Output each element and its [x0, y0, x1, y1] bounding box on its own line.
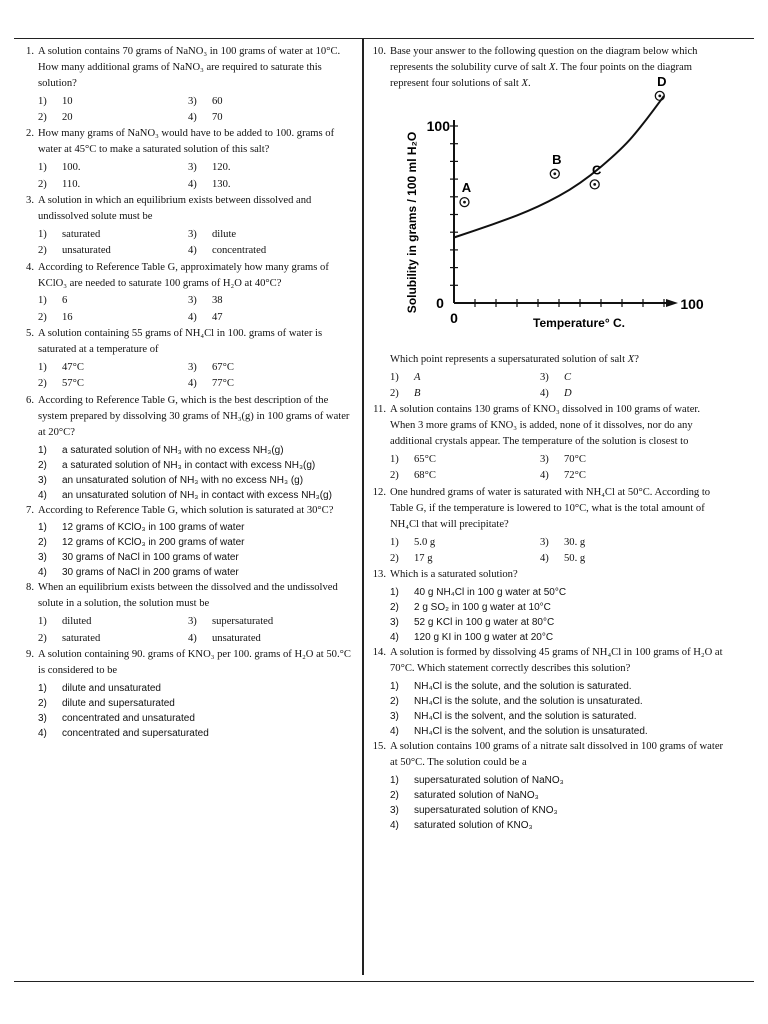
option-number: 3)	[188, 362, 197, 374]
option-number: 3)	[188, 228, 197, 240]
option-text: saturated	[62, 632, 101, 644]
option-number: 3)	[188, 95, 197, 107]
option-text: diluted	[62, 616, 92, 628]
question-5	[20, 326, 356, 393]
option[interactable]	[188, 227, 338, 243]
option[interactable]	[390, 803, 724, 818]
option-text: 10	[62, 95, 73, 107]
option[interactable]	[390, 535, 540, 551]
option-number: 3)	[188, 162, 197, 174]
option[interactable]	[390, 585, 724, 600]
option[interactable]	[38, 110, 188, 126]
question-15	[372, 739, 724, 833]
question-6	[20, 393, 356, 503]
option[interactable]	[38, 243, 188, 259]
option-number: 2)	[38, 537, 47, 549]
option-number: 4)	[188, 311, 197, 323]
question-4	[20, 260, 356, 327]
option-text: concentrated and unsaturated	[62, 712, 195, 724]
option[interactable]	[38, 310, 188, 326]
option[interactable]: 1) A	[390, 371, 421, 383]
option[interactable]	[38, 696, 356, 711]
data-point-label: D	[657, 73, 667, 89]
option-number: 4)	[188, 632, 197, 644]
option-number: 1)	[38, 444, 47, 456]
option-text: concentrated	[212, 245, 267, 257]
option[interactable]	[390, 615, 724, 630]
option-text: 30 grams of NaCl in 100 grams of water	[62, 552, 239, 564]
question-text: According to Reference Table G, which solution is saturated at 30°C?	[38, 504, 334, 516]
option-text: saturated solution of NaNO₃	[414, 789, 539, 801]
option-text: 47°C	[62, 362, 84, 374]
y-axis-label: Solubility in grams / 100 ml H₂O	[405, 131, 419, 313]
x-tick-label: 100	[680, 295, 704, 312]
answer-options	[38, 160, 356, 193]
data-point-label: B	[552, 151, 562, 167]
question-number: 12.	[372, 486, 386, 498]
question-9	[20, 647, 356, 741]
column-divider	[362, 38, 364, 975]
option[interactable]	[38, 473, 356, 488]
option-number: 4)	[390, 632, 399, 644]
question-7	[20, 503, 356, 581]
option[interactable]	[540, 452, 690, 468]
option-number: 2)	[38, 697, 47, 709]
option-number: 3)	[188, 616, 197, 628]
option-number: 1)	[38, 362, 47, 374]
question-text: A solution contains 130 grams of KNO₃ dissolved in 100 grams of water. When 3 more grams of KNO₃ is added, none of it dissolves, nor do any additional crystals appear. The temperature of the solution is closest to	[390, 404, 700, 448]
solubility-chart	[394, 73, 724, 338]
option-text: 130.	[212, 178, 231, 190]
option-text: NH₄Cl is the solvent, and the solution is unsaturated.	[414, 726, 648, 738]
option-text: 38	[212, 295, 223, 307]
data-point-dot	[658, 94, 661, 97]
question-number: 2.	[26, 128, 34, 140]
option-text: 6	[62, 295, 68, 307]
option-text: dilute	[212, 228, 237, 240]
solubility-chart-svg	[394, 73, 704, 338]
question-number: 6.	[26, 394, 34, 406]
question-text: One hundred grams of water is saturated with NH₄Cl at 50°C. According to Table G, if the temperature is lowered to 10°C, what is the total amount of NH₄Cl that will precipitate?	[390, 486, 711, 530]
y-tick-label: 100	[426, 117, 450, 134]
option-number: 3)	[188, 295, 197, 307]
question-number: 9.	[26, 649, 34, 661]
question-10-text: Which point represents a supersaturated solution of salt X?	[390, 353, 639, 365]
option[interactable]	[390, 788, 724, 803]
option[interactable]	[390, 468, 540, 484]
option-text: unsaturated	[212, 632, 261, 644]
option[interactable]	[188, 631, 338, 647]
option-text: an unsaturated solution of NH₃ in contact with excess NH₃(g)	[62, 489, 332, 501]
question-text: A solution containing 90. grams of KNO₃ per 100. grams of H₂O at 50.°C is considered to be	[38, 649, 351, 676]
option-text: 2 g SO₂ in 100 g water at 10°C	[414, 602, 551, 614]
option[interactable]	[390, 679, 724, 694]
option-number: 2)	[38, 459, 47, 471]
question-13	[372, 567, 724, 645]
option-number: 2)	[390, 696, 399, 708]
option-number: 2)	[38, 632, 47, 644]
option-text: 110.	[62, 178, 81, 190]
option-number: 4)	[390, 726, 399, 738]
data-point-label: A	[461, 179, 472, 195]
option[interactable]	[188, 614, 338, 630]
option[interactable]	[390, 818, 724, 833]
question-number: 7.	[26, 504, 34, 516]
option[interactable]	[540, 468, 690, 484]
option-number: 3)	[390, 804, 399, 816]
question-number: 3.	[26, 195, 34, 207]
question-number: 15.	[372, 741, 386, 753]
question-text: According to Reference Table G, approximately how many grams of KClO₃ are needed to saturate 100 grams of H₂O at 40°C?	[38, 261, 329, 289]
answer-options	[38, 227, 356, 260]
answer-options	[38, 293, 356, 326]
option-number: 1)	[38, 522, 47, 534]
option-number: 1)	[390, 774, 399, 786]
option[interactable]	[38, 614, 188, 630]
question-number: 13.	[372, 569, 386, 581]
data-point-dot	[553, 172, 556, 175]
question-text: A solution is formed by dissolving 45 grams of NH₄Cl in 100 grams of H₂O at 70°C. Which statement correctly describes this solution?	[390, 647, 723, 675]
option[interactable]	[540, 551, 690, 567]
data-point-dot	[593, 183, 596, 186]
option-number: 2)	[38, 311, 47, 323]
option[interactable]	[38, 177, 188, 193]
option[interactable]	[188, 94, 338, 110]
option-number: 1)	[390, 587, 399, 599]
option-text: concentrated and supersaturated	[62, 727, 209, 739]
option-number: 3)	[38, 552, 47, 564]
option-text: saturated	[62, 228, 101, 240]
option-number: 3)	[540, 454, 549, 466]
option-number: 3)	[390, 617, 399, 629]
option-text: NH₄Cl is the solute, and the solution is saturated.	[414, 681, 632, 693]
question-11	[372, 402, 724, 484]
question-text: A solution contains 100 grams of a nitrate salt dissolved in 100 grams of water at 50°C. The solution could be a	[390, 741, 724, 768]
option[interactable]	[38, 160, 188, 176]
option[interactable]	[38, 535, 356, 550]
option-text: 57°C	[62, 378, 84, 390]
option-number: 1)	[38, 682, 47, 694]
option[interactable]	[188, 110, 338, 126]
option-number: 1)	[38, 616, 47, 628]
option[interactable]	[38, 360, 188, 376]
option-text: dilute and unsaturated	[62, 682, 161, 694]
option-number: 2)	[390, 789, 399, 801]
option-text: 70	[212, 112, 223, 124]
option-text: 65°C	[414, 454, 436, 466]
option-text: 120 g KI in 100 g water at 20°C	[414, 632, 554, 644]
option-text: unsaturated	[62, 245, 111, 257]
question-10	[372, 44, 724, 402]
option-number: 4)	[540, 470, 549, 482]
question-number: 11.	[373, 404, 386, 416]
option[interactable]	[390, 630, 724, 645]
option[interactable]	[38, 520, 356, 535]
option-number: 2)	[390, 602, 399, 614]
option-number: 1)	[38, 295, 47, 307]
question-text: A solution contains 70 grams of NaNO₃ in 100 grams of water at 10°C. How many additional grams of NaNO₃ are required to saturate this solution?	[38, 46, 341, 89]
option-text: supersaturated solution of NaNO₃	[414, 774, 564, 786]
right-questions	[372, 402, 724, 832]
question-14	[372, 645, 724, 739]
option-text: 67°C	[212, 362, 234, 374]
option-number: 3)	[540, 536, 549, 548]
option-number: 3)	[38, 712, 47, 724]
option[interactable]	[390, 452, 540, 468]
data-point-dot	[463, 200, 466, 203]
option[interactable]	[390, 694, 724, 709]
x-axis-label: Temperature° C.	[533, 315, 625, 330]
question-number: 8.	[26, 582, 34, 594]
option-text: 17 g	[414, 552, 433, 564]
option-text: NH₄Cl is the solute, and the solution is unsaturated.	[414, 696, 643, 708]
option[interactable]	[38, 94, 188, 110]
option-number: 1)	[38, 95, 47, 107]
question-number: 1.	[26, 46, 34, 57]
option-text: 16	[62, 311, 73, 323]
option[interactable]	[38, 711, 356, 726]
option-number: 3)	[38, 474, 47, 486]
option[interactable]	[188, 160, 338, 176]
option-number: 4)	[188, 112, 197, 124]
option[interactable]	[390, 724, 724, 739]
option[interactable]: 2) B	[390, 387, 421, 399]
option-text: 68°C	[414, 470, 436, 482]
answer-options	[390, 585, 724, 645]
question-3	[20, 193, 356, 260]
option-number: 3)	[390, 711, 399, 723]
option-text: 120.	[212, 162, 231, 174]
option-text: 12 grams of KClO₃ in 100 grams of water	[62, 522, 245, 534]
answer-options	[38, 614, 356, 647]
question-text: When an equilibrium exists between the dissolved and the undissolved solute in a solution, the solution must be	[38, 582, 338, 610]
left-column	[20, 44, 356, 741]
option[interactable]	[390, 773, 724, 788]
answer-options	[390, 535, 724, 568]
option-number: 2)	[390, 552, 399, 564]
option[interactable]	[540, 535, 690, 551]
option[interactable]	[38, 293, 188, 309]
question-number: 5.	[26, 328, 34, 340]
x-tick-label: 0	[450, 309, 458, 326]
option-text: saturated solution of KNO₃	[414, 819, 533, 831]
question-2	[20, 126, 356, 193]
option[interactable]	[390, 551, 540, 567]
option-number: 1)	[390, 536, 399, 548]
option-text: supersaturated	[212, 616, 274, 628]
option-number: 2)	[38, 112, 47, 124]
option[interactable]	[390, 600, 724, 615]
question-text: According to Reference Table G, which is the best description of the system prepared by dissolving 30 grams of NH₃(g) in 100 grams of water at 20°C?	[38, 394, 350, 438]
option-text: 12 grams of KClO₃ in 200 grams of water	[62, 537, 245, 549]
option-text: 100.	[62, 162, 81, 174]
option-number: 4)	[38, 727, 47, 739]
question-number: 10.	[372, 46, 386, 57]
option-number: 4)	[540, 552, 549, 564]
top-rule	[14, 38, 754, 39]
option[interactable]	[390, 709, 724, 724]
question-8	[20, 580, 356, 647]
option[interactable]	[38, 681, 356, 696]
answer-options	[38, 520, 356, 580]
option-text: 70°C	[564, 454, 586, 466]
option[interactable]	[38, 631, 188, 647]
option-number: 2)	[390, 470, 399, 482]
answer-options	[390, 773, 724, 833]
option[interactable]	[38, 488, 356, 503]
question-10-options	[390, 370, 724, 403]
option[interactable]	[188, 243, 338, 259]
option-number: 2)	[38, 378, 47, 390]
option-number: 1)	[390, 454, 399, 466]
y-tick-label: 0	[436, 294, 444, 311]
option-number: 4)	[390, 819, 399, 831]
answer-options	[38, 443, 356, 503]
option-number: 4)	[38, 489, 47, 501]
option[interactable]	[38, 227, 188, 243]
option-text: 20	[62, 112, 73, 124]
option-number: 4)	[38, 567, 47, 579]
answer-options	[38, 94, 356, 127]
right-column	[372, 44, 724, 833]
option-text: 50. g	[564, 552, 586, 564]
data-point-label: C	[592, 162, 602, 178]
question-10-intro: Base your answer to the following question on the diagram below which represents the solubility curve of salt X. The four points on the diagram represent four solutions of salt X.	[390, 46, 698, 89]
option-text: 60	[212, 95, 223, 107]
option-text: supersaturated solution of KNO₃	[414, 804, 558, 816]
option-number: 4)	[188, 178, 197, 190]
option-text: an unsaturated solution of NH₃ with no excess NH₃ (g)	[62, 474, 304, 486]
option-number: 1)	[390, 681, 399, 693]
option-number: 1)	[38, 162, 47, 174]
option[interactable]	[38, 550, 356, 565]
option-number: 2)	[38, 178, 47, 190]
option[interactable]	[38, 726, 356, 741]
option-text: 40 g NH₄Cl in 100 g water at 50°C	[414, 587, 567, 599]
option[interactable]	[188, 360, 338, 376]
option-text: a saturated solution of NH₃ in contact with excess NH₃(g)	[62, 459, 316, 471]
option-number: 1)	[38, 228, 47, 240]
answer-options	[38, 681, 356, 741]
option-text: 5.0 g	[414, 536, 436, 548]
option-text: 47	[212, 311, 223, 323]
option[interactable]	[188, 293, 338, 309]
option[interactable]	[188, 376, 338, 392]
option-text: dilute and supersaturated	[62, 697, 175, 709]
answer-options	[390, 679, 724, 739]
option-number: 4)	[188, 245, 197, 257]
option-text: a saturated solution of NH₃ with no excess NH₃(g)	[62, 444, 284, 456]
option-text: 30. g	[564, 536, 586, 548]
option[interactable]	[38, 376, 188, 392]
option[interactable]	[188, 310, 338, 326]
question-text: How many grams of NaNO₃ would have to be added to 100. grams of water at 45°C to make a saturated solution of this salt?	[38, 128, 335, 156]
option-number: 4)	[188, 378, 197, 390]
question-text: A solution containing 55 grams of NH₄Cl in 100. grams of water is saturated at a temperature of	[38, 328, 323, 356]
option-text: 77°C	[212, 378, 234, 390]
question-number: 4.	[26, 261, 34, 273]
option[interactable]	[38, 443, 356, 458]
option-number: 2)	[38, 245, 47, 257]
bottom-rule	[14, 981, 754, 982]
option-text: 72°C	[564, 470, 586, 482]
question-12	[372, 485, 724, 567]
answer-options	[38, 360, 356, 393]
option[interactable]: 4) D	[540, 387, 572, 399]
question-number: 14.	[372, 647, 386, 659]
question-text: Which is a saturated solution?	[390, 569, 518, 581]
option-text: NH₄Cl is the solvent, and the solution is saturated.	[414, 711, 637, 723]
option-text: 30 grams of NaCl in 200 grams of water	[62, 567, 239, 579]
option[interactable]	[38, 565, 356, 580]
question-1	[20, 44, 356, 126]
x-axis-arrow	[666, 299, 678, 307]
option[interactable]: 3) C	[540, 371, 572, 383]
option-text: 52 g KCl in 100 g water at 80°C	[414, 617, 555, 629]
option[interactable]	[38, 458, 356, 473]
question-text: A solution in which an equilibrium exists between dissolved and undissolved solute must be	[38, 195, 312, 222]
answer-options	[390, 452, 724, 485]
option[interactable]	[188, 177, 338, 193]
